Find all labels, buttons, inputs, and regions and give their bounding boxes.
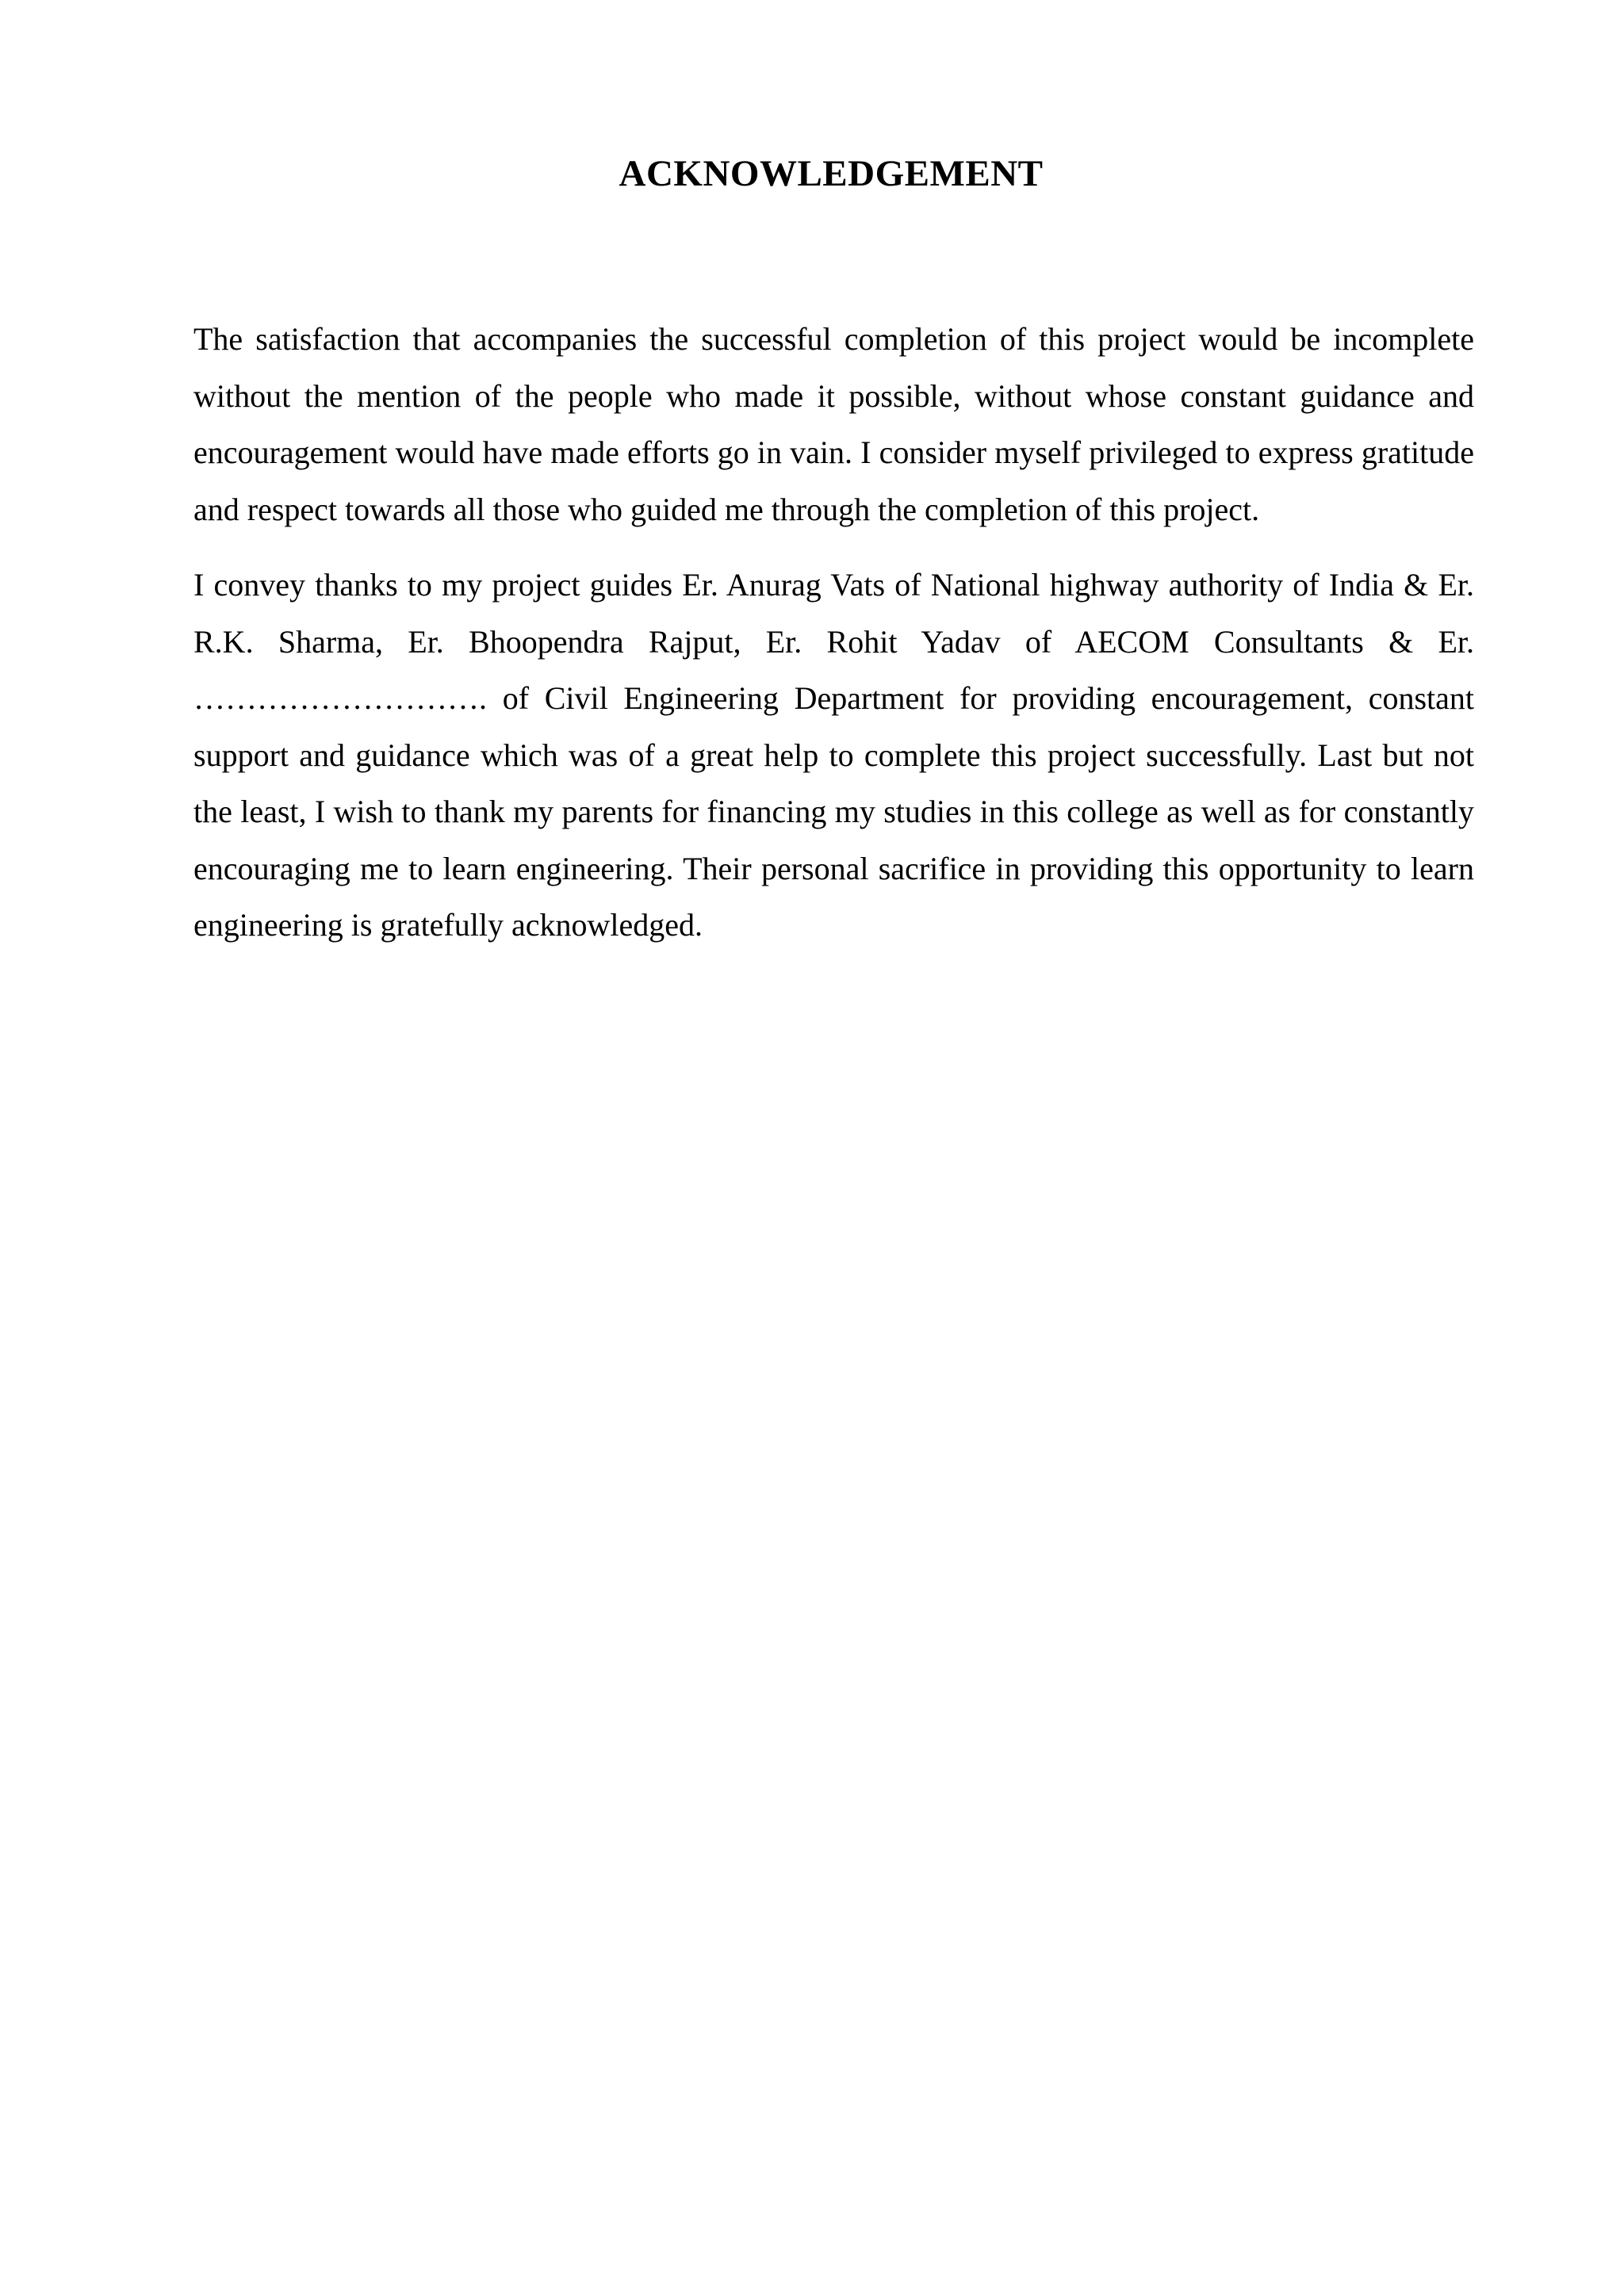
paragraph-satisfaction: The satisfaction that accompanies the successful completion of this project would be incomplete without the mention of the people who made it possible, without whose constant guidance and encouragement would have made efforts go in vain. I consider myself privileged to express gratitude and respect towards all those who guided me through the completion of this project. bbox=[193, 321, 1474, 527]
paragraph-thanks: I convey thanks to my project guides Er. Anurag Vats of National highway authority of India & Er. R.K. Sharma, Er. Bhoopendra Rajput, Er. Rohit Yadav of AECOM Consultants & Er. ………………………. of Civil Engineering Department for providing encouragement, constant support and guidance which was of a great help to complete this project successfully. Last but not the least, I wish to thank my parents for financing my studies in this college as well as for constantly encouraging me to learn engineering. Their personal sacrifice in providing this opportunity to learn engineering is gratefully acknowledged. bbox=[193, 567, 1474, 943]
page-title: ACKNOWLEDGEMENT bbox=[619, 153, 1044, 194]
